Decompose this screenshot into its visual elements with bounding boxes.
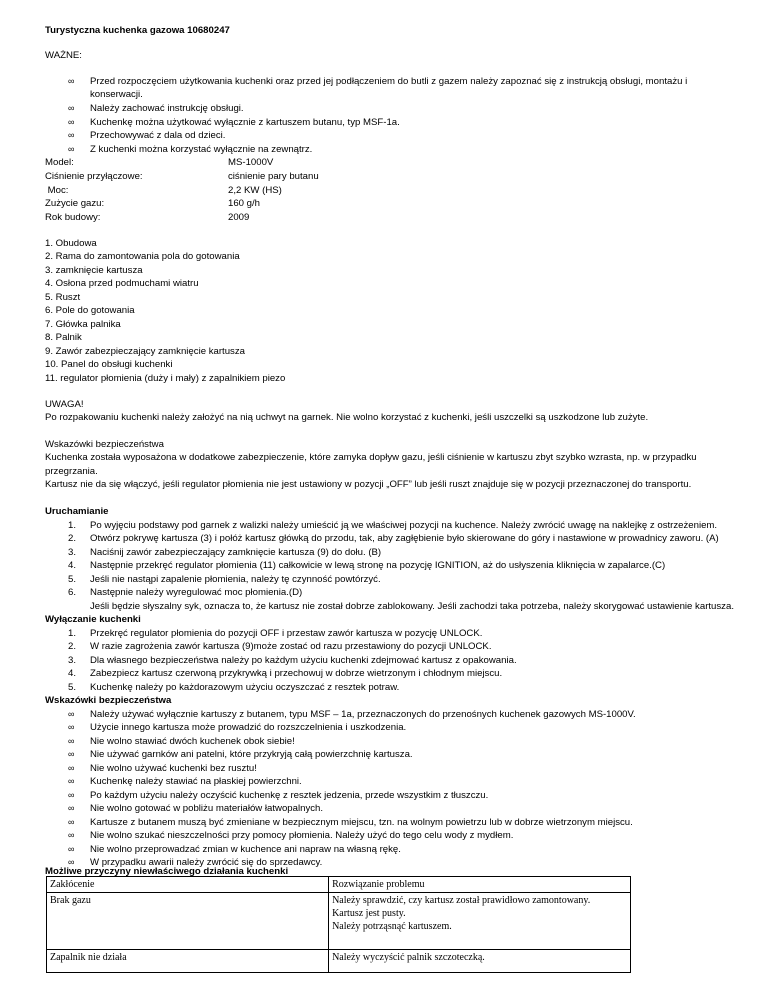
step-text: Kuchenkę należy po każdorazowym użyciu oczyszczać z resztek potraw. [90, 682, 400, 693]
safety-item: W przypadku awarii należy zwrócić się do sprzedawcy. [90, 857, 323, 868]
spec-value: 2009 [228, 212, 250, 223]
bullet-icon: ∞ [68, 803, 75, 813]
bullet-icon: ∞ [68, 76, 75, 86]
document-title: Turystyczna kuchenka gazowa 10680247 [45, 25, 230, 36]
part-item: 9. Zawór zabezpieczający zamknięcie kartusza [45, 346, 245, 357]
step-number: 4. [68, 668, 77, 679]
solution-line: Należy sprawdzić, czy kartusz został prawidłowo zamontowany. [332, 895, 591, 906]
spec-value: 160 g/h [228, 198, 261, 209]
step-number: 1. [68, 520, 77, 531]
step-text: Otwórz pokrywę kartusza (3) i połóż kartusz główką do przodu, tak, aby zagłębienie było skierowane do góry i nastawione w prowadnicy zaworu. (A) [90, 533, 719, 544]
warning-text: Po rozpakowaniu kuchenki należy założyć na nią uchwyt na garnek. Nie wolno korzystać z kuchenki, jeśli uszczelki są uszkodzone lub zużyte. [45, 412, 649, 423]
part-item: 11. regulator płomienia (duży i mały) z zapalnikiem piezo [45, 373, 286, 384]
step-text: W razie zagrożenia zawór kartusza (9)może zostać od razu przestawiony do pozycji UNLOCK. [90, 641, 492, 652]
step-text: Zabezpiecz kartusz czerwoną przykrywką i przechowuj w dobrze wietrzonym i chłodnym miejscu. [90, 668, 503, 679]
step-text: Następnie przekręć regulator płomienia (11) całkowicie w lewą stronę na pozycję IGNITION, aż do usłyszenia kliknięcia w zapalarce.(C) [90, 560, 666, 571]
important-item-continuation: konserwacji. [90, 89, 143, 100]
table-header-row [47, 877, 631, 893]
bullet-icon: ∞ [68, 790, 75, 800]
spec-label: Moc: [45, 185, 69, 196]
part-item: 2. Rama do zamontowania pola do gotowania [45, 251, 240, 262]
problem-cell: Zapalnik nie działa [47, 950, 329, 973]
step-text: Dla własnego bezpieczeństwa należy po każdym użyciu kuchenki zdejmować kartusz z opakowania. [90, 655, 517, 666]
safety-item: Użycie innego kartusza może prowadzić do rozszczelnienia i uszkodzenia. [90, 722, 407, 733]
safety-intro-heading: Wskazówki bezpieczeństwa [45, 439, 164, 450]
bullet-icon: ∞ [68, 130, 75, 140]
safety-intro-line: przegrzania. [45, 466, 98, 477]
safety-intro-line: Kuchenka została wyposażona w dodatkowe zabezpieczenie, które zamyka dopływ gazu, jeśli ciśnienie w kartuszu zbyt szybko wzrasta, np. w przypadku [45, 452, 697, 463]
step-text: Jeśli nie nastąpi zapalenie płomienia, należy tę czynność powtórzyć. [90, 574, 381, 585]
startup-note: Jeśli będzie słyszalny syk, oznacza to, że kartusz nie został dobrze zablokowany. Jeśli zachodzi taka potrzeba, należy skorygować ustawienie kartusza. [90, 601, 734, 612]
bullet-icon: ∞ [68, 117, 75, 127]
part-item: 1. Obudowa [45, 238, 97, 249]
bullet-icon: ∞ [68, 103, 75, 113]
table-row [47, 950, 631, 973]
solution-cell [329, 950, 631, 973]
safety-item: Nie wolno stawiać dwóch kuchenek obok siebie! [90, 736, 295, 747]
table-row [47, 893, 631, 950]
spec-value: ciśnienie pary butanu [228, 171, 319, 182]
bullet-icon: ∞ [68, 709, 75, 719]
safety-item: Kartusze z butanem muszą być zmieniane w bezpiecznym miejscu, tzn. na wolnym powietrzu lub w dobrze wietrzonym miejscu. [90, 817, 633, 828]
safety-item: Nie wolno przeprowadzać zmian w kuchence ani napraw na własną rękę. [90, 844, 401, 855]
safety-item: Nie wolno używać kuchenki bez rusztu! [90, 763, 257, 774]
spec-label: Rok budowy: [45, 212, 101, 223]
safety-item: Po każdym użyciu należy oczyścić kuchenkę z resztek jedzenia, przede wszystkim z tłuszczu. [90, 790, 489, 801]
safety-item: Należy używać wyłącznie kartuszy z butanem, typu MSF – 1a, przeznaczonych do przenośnych kuchenek gazowych MS-1000V. [90, 709, 636, 720]
step-number: 4. [68, 560, 77, 571]
part-item: 3. zamknięcie kartusza [45, 265, 143, 276]
important-item: Kuchenkę można użytkować wyłącznie z kartuszem butanu, typ MSF-1a. [90, 117, 400, 128]
bullet-icon: ∞ [68, 776, 75, 786]
step-text: Naciśnij zawór zabezpieczający zamknięcie kartusza (9) do dołu. (B) [90, 547, 382, 558]
important-heading: WAŻNE: [45, 50, 82, 61]
warning-heading: UWAGA! [45, 399, 84, 410]
step-text: Przekręć regulator płomienia do pozycji OFF i przestaw zawór kartusza w pozycję UNLOCK. [90, 628, 483, 639]
step-number: 2. [68, 641, 77, 652]
step-text: Po wyjęciu podstawy pod garnek z walizki należy umieścić ją we właściwej pozycji na kuchence. Należy zwrócić uwagę na naklejkę z ostrzeżeniem. [90, 520, 718, 531]
bullet-icon: ∞ [68, 830, 75, 840]
bullet-icon: ∞ [68, 844, 75, 854]
problem-cell: Brak gazu [47, 893, 329, 950]
safety-item: Kuchenkę należy stawiać na płaskiej powierzchni. [90, 776, 302, 787]
spec-value: MS-1000V [228, 157, 274, 168]
safety-heading: Wskazówki bezpieczeństwa [45, 695, 172, 706]
column-header-problem: Zakłócenie [47, 877, 329, 893]
shutdown-heading: Wyłączanie kuchenki [45, 614, 141, 625]
troubleshooting-table [46, 876, 631, 973]
solution-line: Należy potrząsnąć kartuszem. [332, 921, 452, 932]
part-item: 7. Główka palnika [45, 319, 121, 330]
step-text: Następnie należy wyregulować moc płomienia.(D) [90, 587, 303, 598]
solution-cell [329, 893, 631, 950]
part-item: 5. Ruszt [45, 292, 81, 303]
column-header-solution: Rozwiązanie problemu [329, 877, 631, 893]
step-number: 1. [68, 628, 77, 639]
spec-value: 2,2 KW (HS) [228, 185, 282, 196]
solution-line: Należy wyczyścić palnik szczoteczką. [332, 952, 485, 963]
part-item: 6. Pole do gotowania [45, 305, 135, 316]
step-number: 6. [68, 587, 77, 598]
spec-label: Model: [45, 157, 74, 168]
bullet-icon: ∞ [68, 144, 75, 154]
spec-label: Zużycie gazu: [45, 198, 105, 209]
troubleshooting-heading: Możliwe przyczyny niewłaściwego działania kuchenki [45, 866, 289, 877]
important-item: Należy zachować instrukcję obsługi. [90, 103, 244, 114]
bullet-icon: ∞ [68, 817, 75, 827]
bullet-icon: ∞ [68, 736, 75, 746]
bullet-icon: ∞ [68, 857, 75, 867]
part-item: 8. Palnik [45, 332, 82, 343]
important-item: Przechowywać z dala od dzieci. [90, 130, 226, 141]
safety-intro-line: Kartusz nie da się włączyć, jeśli regulator płomienia nie jest ustawiony w pozycji „OFF” lub jeśli ruszt znajduje się w pozycji przeznaczonej do transportu. [45, 479, 692, 490]
bullet-icon: ∞ [68, 749, 75, 759]
startup-heading: Uruchamianie [45, 506, 109, 517]
safety-item: Nie wolno szukać nieszczelności przy pomocy płomienia. Należy użyć do tego celu wody z mydłem. [90, 830, 514, 841]
bullet-icon: ∞ [68, 763, 75, 773]
step-number: 5. [68, 574, 77, 585]
step-number: 3. [68, 547, 77, 558]
safety-item: Nie wolno gotować w pobliżu materiałów łatwopalnych. [90, 803, 324, 814]
safety-item: Nie używać garnków ani patelni, które przykryją całą powierzchnię kartusza. [90, 749, 413, 760]
part-item: 10. Panel do obsługi kuchenki [45, 359, 173, 370]
bullet-icon: ∞ [68, 722, 75, 732]
spec-label: Ciśnienie przyłączowe: [45, 171, 143, 182]
step-number: 3. [68, 655, 77, 666]
step-number: 5. [68, 682, 77, 693]
part-item: 4. Osłona przed podmuchami wiatru [45, 278, 199, 289]
solution-line: Kartusz jest pusty. [332, 908, 406, 919]
step-number: 2. [68, 533, 77, 544]
important-item: Przed rozpoczęciem użytkowania kuchenki oraz przed jej podłączeniem do butli z gazem należy zapoznać się z instrukcją obsługi, montażu i [90, 76, 688, 87]
important-item: Z kuchenki można korzystać wyłącznie na zewnątrz. [90, 144, 313, 155]
